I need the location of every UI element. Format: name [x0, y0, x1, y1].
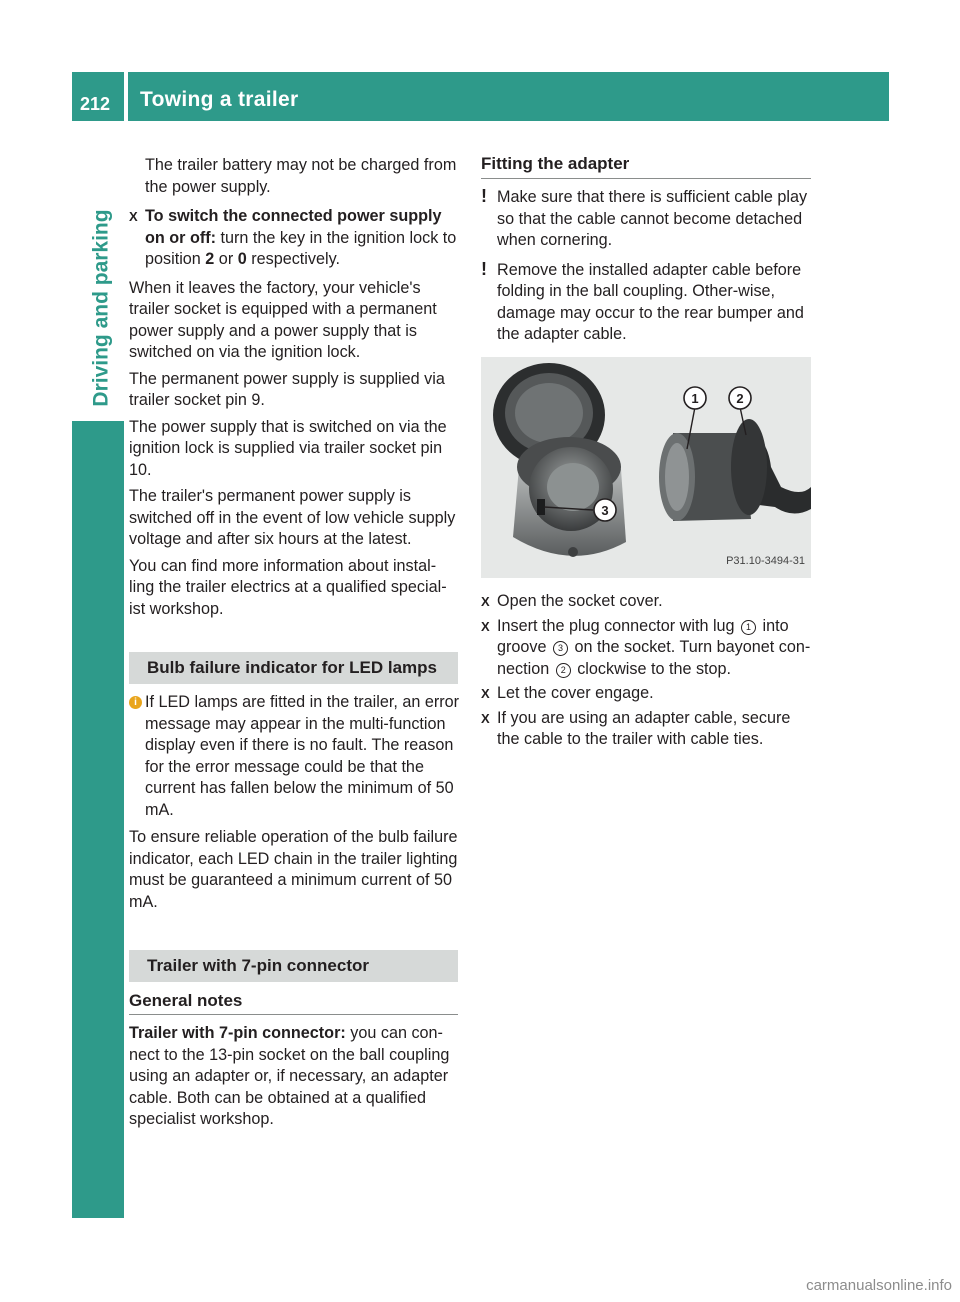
heading-rule [481, 178, 811, 179]
section-title: Towing a trailer [140, 88, 299, 111]
arrow-marker-icon: X [129, 209, 138, 224]
groove-shape [537, 499, 545, 515]
warning-text: Make sure that there is sufficient cable play so that the cable cannot become detached when cornering. [497, 188, 808, 249]
groove-callout: 3 [553, 641, 568, 656]
warning-text: Remove the installed adapter cable before folding in the ball coupling. Other-wise, damage may occur to the rear bumper and the adapter cable. [497, 260, 804, 343]
callout-1: 1 [691, 391, 699, 406]
position-0: 0 [237, 250, 247, 268]
left-column [129, 155, 460, 620]
figure-code: P31.10-3494-31 [726, 554, 805, 567]
step-label: To switch the connected power supply on or off: [145, 207, 442, 247]
arrow-marker-icon: X [481, 710, 490, 726]
fitting-steps [481, 591, 812, 751]
warning-icon: ! [481, 258, 487, 279]
lug-callout: 1 [741, 620, 756, 635]
paragraph: The power supply that is switched on via the ignition lock is supplied via trailer socket pin 10. [129, 417, 447, 479]
step-text-b: respectively. [246, 250, 340, 268]
info-icon: i [129, 696, 142, 709]
heading-rule [129, 1014, 458, 1015]
step-instruction [129, 206, 460, 271]
step-text-2: into groove [497, 616, 789, 656]
step-text: Open the socket cover. [497, 592, 663, 610]
page-number: 212 [80, 94, 111, 114]
general-notes-heading: General notes [129, 991, 243, 1010]
side-label [85, 210, 117, 405]
bayonet-callout: 2 [556, 663, 571, 678]
step-text-4: clockwise to the stop. [572, 659, 732, 678]
paragraph: To ensure reliable operation of the bulb failure indicator, each LED chain in the trailer lighting must be guaranteed a minimum current of 50 mA. [129, 828, 458, 911]
arrow-marker-icon: X [481, 686, 490, 701]
callout-3: 3 [601, 503, 609, 518]
adapter-figure [481, 357, 811, 578]
trailer-7pin-section [129, 1023, 460, 1131]
paragraph-text: you can con-nect to the 13-pin socket on the ball coupling using an adapter or, if necessary, an adapter cable. Both can be obtained at a qualified specialist workshop. [129, 1024, 450, 1128]
bulb-section [129, 692, 460, 913]
step-text-or: or [214, 250, 238, 268]
step-text: Let the cover engage. [497, 684, 654, 702]
watermark: carmanualsonline.info [806, 1276, 952, 1294]
trailer-7pin-heading: Trailer with 7-pin connector [147, 956, 369, 975]
step-text-3: on the socket. Turn bayonet con-nection [497, 638, 811, 678]
side-label-text: Driving and parking [89, 208, 113, 407]
paragraph: The trailer battery may not be charged from the power supply. [145, 156, 457, 196]
paragraph: You can find more information about instal-ling the trailer electrics at a qualified special-ist workshop. [129, 556, 447, 618]
warning-note [481, 260, 812, 346]
bulb-failure-heading: Bulb failure indicator for LED lamps [147, 658, 437, 677]
warning-icon: ! [481, 186, 487, 206]
info-note [129, 692, 460, 821]
callout-2: 2 [736, 391, 744, 406]
step-item [481, 683, 812, 705]
step-item [481, 591, 812, 613]
paragraph-lead: Trailer with 7-pin connector: [129, 1024, 346, 1042]
step-item [481, 708, 812, 751]
position-2: 2 [205, 250, 215, 268]
arrow-marker-icon: X [481, 594, 490, 609]
warnings [481, 187, 812, 346]
socket-illustration [481, 357, 811, 578]
paragraph: When it leaves the factory, your vehicle's trailer socket is equipped with a permanent power supply and a power supply that is switched on via the ignition lock. [129, 278, 437, 361]
paragraph [129, 1023, 460, 1131]
step-text-1: Insert the plug connector with lug [497, 616, 740, 635]
arrow-marker-icon: X [481, 618, 490, 634]
fitting-adapter-heading: Fitting the adapter [481, 154, 630, 173]
step-item [481, 616, 812, 681]
paragraph: The trailer's permanent power supply is switched off in the event of low vehicle supply voltage and after six hours at the latest. [129, 487, 456, 548]
paragraph: The permanent power supply is supplied via trailer socket pin 9. [129, 369, 445, 409]
step-text: If you are using an adapter cable, secure the cable to the trailer with cable ties. [497, 708, 791, 748]
step-text-a: turn the key in the ignition lock to position [145, 228, 457, 268]
warning-note [481, 187, 812, 252]
info-note-text: If LED lamps are fitted in the trailer, an error message may appear in the multi-function display even if there is no fault. The reason for the error message could be that the current has fallen below the minimum of 50 mA. [145, 693, 459, 819]
